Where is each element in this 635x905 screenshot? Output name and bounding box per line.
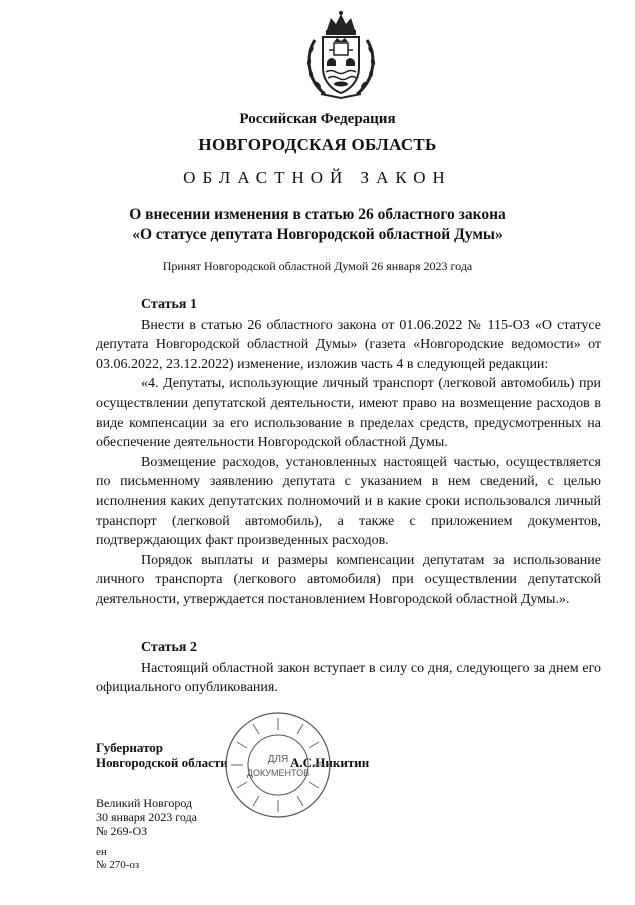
official-stamp-icon: [223, 710, 333, 820]
signatory-position-line-2: Новгородской области: [96, 755, 228, 770]
signatory-position: [96, 740, 228, 770]
region-name: НОВГОРОДСКАЯ ОБЛАСТЬ: [198, 135, 437, 154]
article-1-paragraph: Возмещение расходов, установленных настоящей частью, осуществляется по письменному заявлению депутата с указанием в нем сведений, с целью исполнения каких депутатских полномочий и в какие сроки использовался личный транспорт (легковой автомобиль), а также с приложением документов, подтверждающих факт произведенных расходов.: [96, 454, 601, 549]
stamp-center-line-2: ДОКУМЕНТОВ: [246, 768, 310, 778]
signatory-name: А.С.Никитин: [290, 755, 370, 770]
signatory-position-line-1: Губернатор: [96, 740, 164, 755]
article-1-paragraph: «4. Депутаты, использующие личный транспорт (легковой автомобиль) при осуществлении депутатской деятельности, имеют право на возмещение расходов в виде компенсации за его использование в пределах средств, предусмотренных на обеспечение деятельности Новгородской областной Думы.: [96, 376, 601, 451]
coat-of-arms-icon: [301, 10, 381, 100]
article-1-paragraph: Порядок выплаты и размеры компенсации депутатам за использование личного транспорта (легкового автомобиля) при осуществлении депутатской деятельности, утверждается постановлением Новгородской областной Думы.».: [96, 552, 601, 607]
signing-city: Великий Новгород: [96, 796, 193, 810]
article-1-heading: Статья 1: [141, 297, 197, 312]
law-number: № 269-ОЗ: [96, 824, 148, 838]
article-2: [96, 638, 601, 698]
signing-date: 30 января 2023 года: [96, 810, 198, 824]
registration-initials: ен: [96, 846, 107, 858]
law-type: ОБЛАСТНОЙ ЗАКОН: [183, 168, 452, 187]
article-1-paragraph: Внести в статью 26 областного закона от 01.06.2022 № 115-ОЗ «О статусе депутата Новгородской областной Думы» (газета «Новгородские ведомости» от 03.06.2022, 23.12.2022) изменение, изложив часть 4 в следующей редакции:: [96, 317, 601, 372]
article-2-heading: Статья 2: [141, 640, 197, 655]
article-2-paragraph: Настоящий областной закон вступает в силу со дня, следующего за днем его официального опубликования.: [96, 660, 601, 696]
registration-note: [96, 846, 139, 872]
signing-details: [96, 796, 197, 838]
law-title: [0, 205, 635, 245]
country-name: Российская Федерация: [239, 111, 396, 127]
adoption-note: Принят Новгородской областной Думой 26 января 2023 года: [162, 259, 473, 273]
article-1: [96, 295, 601, 610]
stamp-center-line-1: ДЛЯ: [267, 754, 289, 765]
law-title-line-2: «О статусе депутата Новгородской областной Думы»: [132, 226, 503, 243]
law-title-line-1: О внесении изменения в статью 26 областного закона: [129, 206, 506, 223]
registration-number: № 270-оз: [96, 859, 140, 871]
